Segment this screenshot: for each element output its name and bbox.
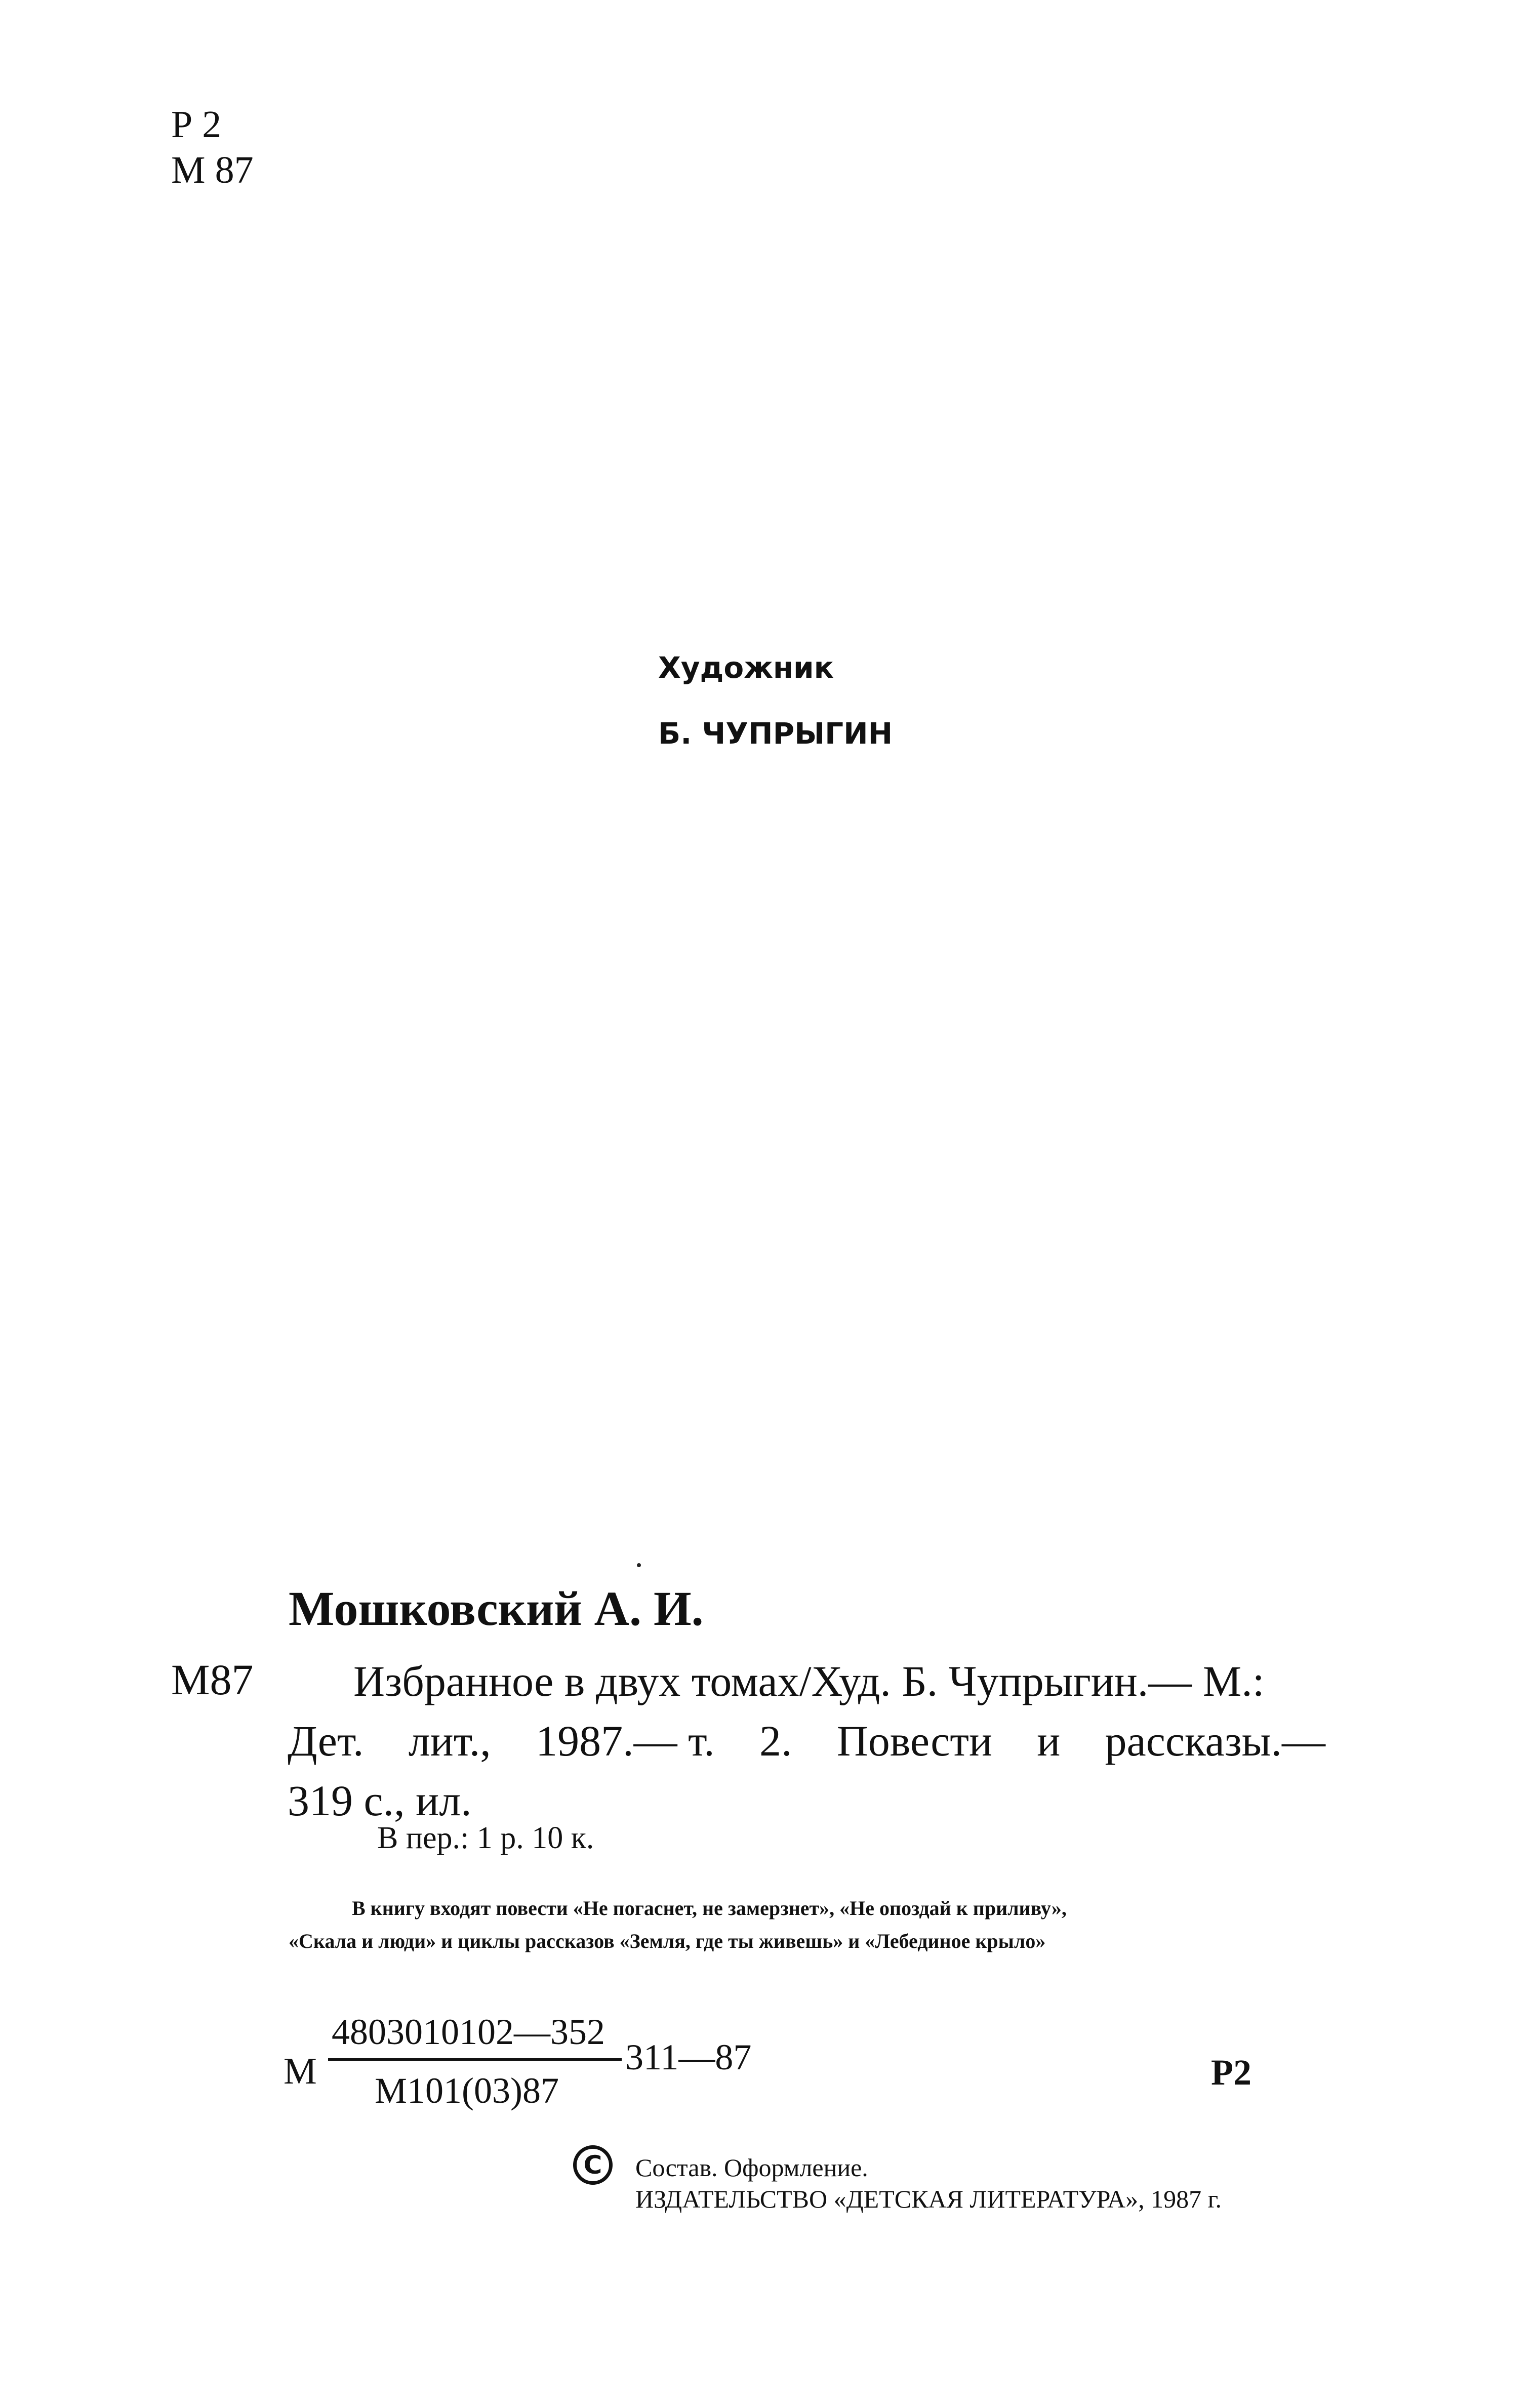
copyright-line-1: Состав. Оформление.	[635, 2153, 868, 2182]
stray-dot	[637, 1563, 641, 1567]
bbk-index: Р 2	[171, 103, 222, 146]
annotation-line-1: В книгу входят повести «Не погаснет, не замерзнет», «Не опоздай к приливу»,	[352, 1897, 1067, 1920]
author-mark: М 87	[171, 149, 254, 191]
call-number: М87	[171, 1655, 254, 1704]
description-line-3: 319 с., ил.	[288, 1776, 472, 1825]
description-line-1: Избранное в двух томах/Худ. Б. Чупрыгин.— М.:	[353, 1657, 1265, 1705]
bbk-right-index: Р2	[1211, 2052, 1251, 2093]
bibliographic-description	[288, 1651, 1325, 1830]
author-heading: Мошковский А. И.	[289, 1581, 704, 1636]
price: В пер.: 1 р. 10 к.	[377, 1821, 594, 1855]
copyright-icon: C	[573, 2145, 613, 2185]
bbk-denominator: М101(03)87	[375, 2070, 559, 2111]
artist-label: Художник	[658, 650, 834, 685]
bbk-suffix: 311—87	[625, 2037, 752, 2077]
artist-name: Б. ЧУПРЫГИН	[658, 716, 893, 751]
copyright-publisher: ИЗДАТЕЛЬСТВО «ДЕТСКАЯ ЛИТЕРАТУРА», 1987 г.	[635, 2185, 1222, 2213]
bbk-numerator: 4803010102—352	[332, 2012, 605, 2052]
bbk-letter: М	[284, 2051, 317, 2092]
description-line-2: Дет. лит., 1987.— т. 2. Повести и рассказы.—	[288, 1717, 1325, 1765]
annotation-line-2: «Скала и люди» и циклы рассказов «Земля, где ты живешь» и «Лебединое крыло»	[289, 1930, 1046, 1952]
bbk-fraction-rule	[328, 2058, 622, 2061]
